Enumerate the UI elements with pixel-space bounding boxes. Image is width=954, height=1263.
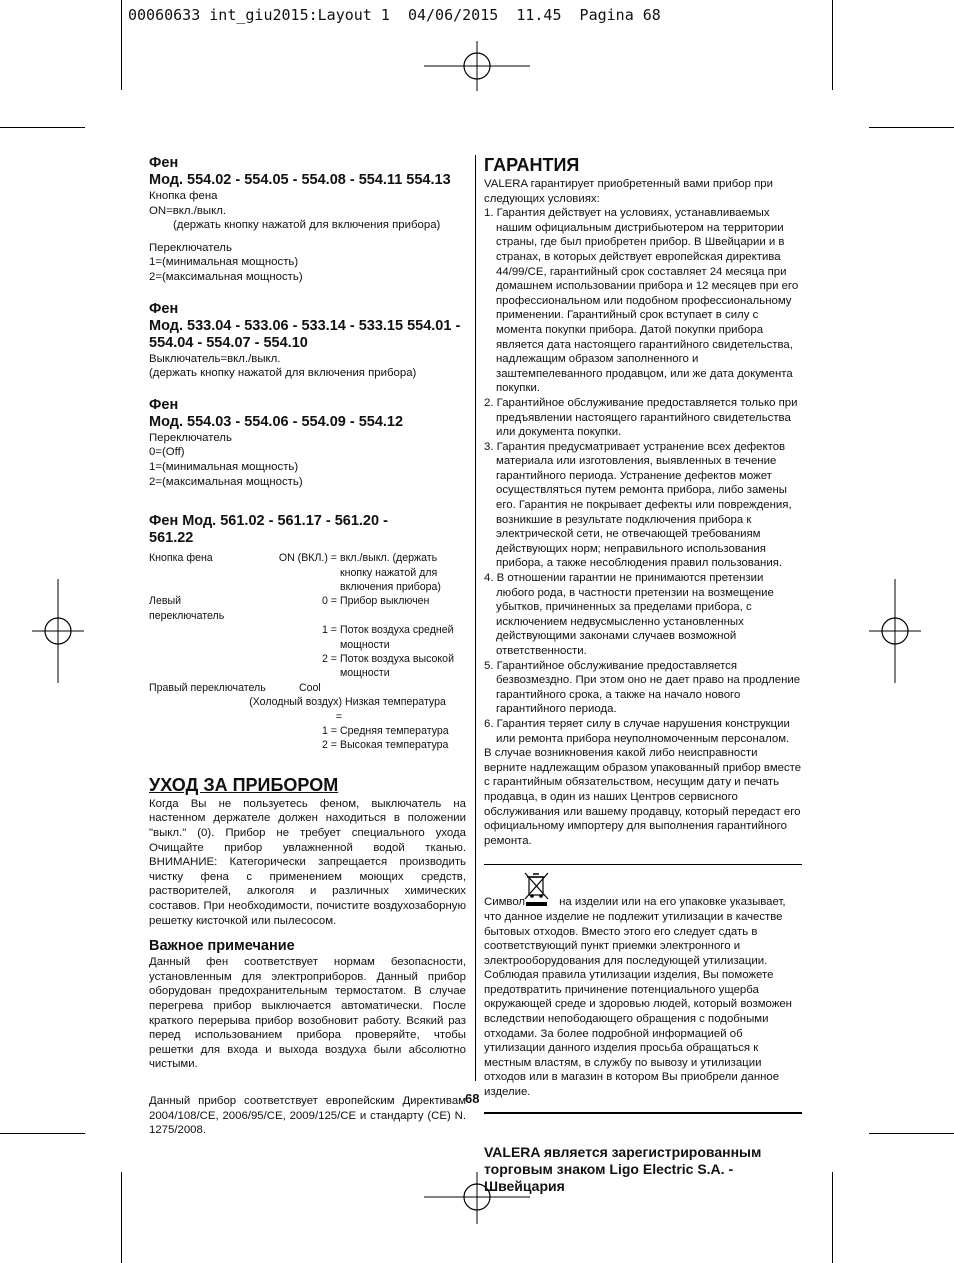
- registration-mark-icon: [424, 41, 530, 91]
- spec-row: [149, 681, 466, 695]
- text-line: 1=(минимальная мощность): [149, 460, 299, 473]
- spec-key: Правый переключатель: [149, 681, 266, 694]
- spec-row: [149, 551, 466, 594]
- model-numbers: Мод. 533.04 - 533.06 - 533.14 - 533.15 554.01 - 554.04 - 554.07 - 554.10: [149, 317, 461, 351]
- spec-row: [149, 724, 466, 738]
- spec-mode: 2 =: [321, 652, 337, 665]
- text-line: Переключатель: [149, 431, 232, 444]
- warranty-intro: VALERA гарантирует приобретенный вами прибор при следующих условиях:: [484, 178, 773, 205]
- registration-mark-icon: [869, 579, 921, 683]
- list-item: 3. Гарантия предусматривает устранение всех дефектов материала или изготовления, выявленных в течение гарантийного периода. Устранение дефектов может осуществляться путем ремонта прибора, либо замены его. Гарантия не покрывает дефекты или повреждения, возникшие в результате подключения прибора к электрической сети, не отвечающей требованиям действующих норм; неправильного использования прибора, а также несоблюдения правил пользования.: [484, 440, 792, 570]
- list-item: 4. В отношении гарантии не принимаются претензии любого рода, в частности претензии на возмещение убытков, причиненных за пределами прибора, с исключением недвусмысленно установленных действующими законами случаев возможной ответственности.: [484, 572, 774, 657]
- note-heading: Важное примечание: [149, 938, 295, 955]
- weee-paragraph: [484, 895, 802, 1099]
- section-title: Фен: [149, 155, 179, 171]
- page-number: 68: [465, 1091, 480, 1106]
- list-item: 1. Гарантия действует на условиях, устанавливаемых нашим официальным дистрибьютером на территории страны, где был приобретен прибор. В Швейцарии и в странах, в которых действует европейская директива 44/99/CE, гарантийный срок составляет 24 месяца при домашнем использовании прибора и 12 месяцев при его профессиональном или подобном профессиональному применении. Гарантийный срок вступает в силу с момента покупки прибора. Датой покупки прибора является дата настоящего гарантийного свидетельства, надлежащим образом заполненного и заштемпелеванного продавцом, или же дата документа покупки.: [484, 207, 799, 395]
- spec-row: [149, 594, 466, 623]
- text-line: Переключатель: [149, 241, 232, 254]
- spec-value: Поток воздуха высокой мощности: [340, 652, 454, 680]
- crop-mark: [0, 1133, 85, 1134]
- spec-mode: ON (ВКЛ.) =: [278, 552, 337, 565]
- text-line: (держать кнопку нажатой для включения прибора): [173, 219, 441, 232]
- text-line: 2=(максимальная мощность): [149, 475, 303, 488]
- weee-prefix: Символ: [484, 896, 526, 909]
- care-heading: УХОД ЗА ПРИБОРОМ: [149, 774, 339, 795]
- spec-row: [149, 738, 466, 752]
- warranty-outro: В случае возникновения какой либо неисправности верните надлежащим образом упакованный прибор вместе с гарантийным обязательством, несущим дату и печать продавца, в один из наших Центров сервисного обслуживания или вашему продавцу, который передаст его официальному импортеру для выполнения гарантийного ремонта.: [484, 747, 802, 847]
- text-line: 1=(минимальная мощность): [149, 256, 299, 269]
- spec-mode: 2 =: [321, 739, 337, 752]
- column-divider: [475, 155, 476, 1081]
- spec-key: Левый переключатель: [149, 595, 225, 622]
- note-paragraph: Данный фен соответствует нормам безопасности, установленным для электроприборов. Данный прибор оборудован предохранительным термостатом. В случае перегрева прибор выключается автоматически. После краткого перерыва прибор возобновит работу. Всякий раз перед использованием прибора проверяйте, чтобы решетки для входа и выхода воздуха были абсолютно чистыми.: [149, 956, 466, 1071]
- crop-mark: [121, 0, 122, 90]
- spec-value: Средняя температура: [340, 725, 449, 737]
- spec-value: Высокая температура: [340, 739, 449, 752]
- crop-mark: [0, 127, 85, 128]
- model-numbers: Мод. 554.03 - 554.06 - 554.09 - 554.12: [149, 413, 404, 430]
- spec-value: вкл./выкл. (держать кнопку нажатой для включения прибора): [340, 552, 441, 593]
- print-slug-header: 00060633 int_giu2015:Layout 1 04/06/2015 11.45 Pagina 68: [128, 6, 661, 24]
- spec-value: Низкая температура: [345, 696, 446, 709]
- spec-row: [149, 652, 466, 681]
- trademark-notice: [484, 1144, 802, 1195]
- crop-mark: [832, 0, 833, 90]
- warranty-list: [484, 206, 802, 746]
- text-line: (держать кнопку нажатой для включения прибора): [149, 367, 417, 380]
- model-numbers: Фен Мод. 561.02 - 561.17 - 561.20 - 561.22: [149, 513, 388, 547]
- text-line: Кнопка фена: [149, 190, 218, 202]
- spec-mode: 0 =: [321, 595, 337, 608]
- weee-text: на изделии или на его упаковке указывает, что данное изделие не подлежит утилизации в качестве бытовых отходов. Вместо этого его следует сдать в соответствующий пункт приемки электронного и электрооборудования для последующей утилизации. Соблюдая правила утилизации изделия, Вы поможете предотвратить причинение потенциального ущерба окружающей среде и здоровью людей, который возможен вследствии непободающего обращения с подобными отходами. За более подробной информацией об утилизации данного изделия просьба обращаться к местным властям, в службу по вывозу и утилизации отходов или в магазин в котором Вы приобрели данное изделие.: [484, 896, 792, 1099]
- left-column: [149, 155, 466, 1138]
- list-item: 5. Гарантийное обслуживание предоставляется безвозмездно. При этом оно не дает право на продление гарантийного срока, а также на начало нового гарантийного периода.: [484, 659, 801, 716]
- warranty-heading: ГАРАНТИЯ: [484, 155, 580, 175]
- registration-mark-icon: [32, 579, 84, 683]
- crop-mark: [869, 1133, 954, 1134]
- list-item: 6. Гарантия теряет силу в случае нарушения конструкции или ремонта прибора неуполномоченным персоналом.: [484, 717, 790, 745]
- spec-key: Кнопка фена: [149, 552, 213, 565]
- right-column: [484, 155, 802, 1195]
- crop-mark: [121, 1172, 122, 1263]
- spec-row: [149, 623, 466, 652]
- spec-mode: 1 =: [321, 725, 337, 737]
- spec-mode: Cool: [299, 681, 321, 694]
- directive-paragraph: Данный прибор соответствует европейским Директивам 2004/108/CE, 2006/95/CE, 2009/125/CE и стандарту (CE) N. 1275/2008.: [149, 1094, 466, 1137]
- care-paragraph: Когда Вы не пользуетесь феном, выключатель на настенном держателе должен находиться в положении "выкл." (0). Прибор не требует специального ухода Очищайте прибор увлажненной водой тканью. ВНИМАНИЕ: Категорически запрещается производить чистку фена с применением моющих средств, растворителей, алкоголя и различных химических составов. При необходимости, почистите воздухозаборную решетку кисточкой или пылесосом.: [149, 797, 466, 927]
- spec-mode: 1 =: [321, 624, 337, 637]
- spec-value: Прибор выключен: [340, 595, 430, 608]
- text-line: 0=(Off): [149, 446, 185, 459]
- text-line: 2=(максимальная мощность): [149, 270, 303, 283]
- section-title: Фен: [149, 300, 179, 317]
- text-line: Выключатель=вкл./выкл.: [149, 352, 281, 365]
- spec-table: [149, 551, 466, 753]
- trademark-brand: VALERA: [484, 1143, 540, 1160]
- model-numbers: Мод. 554.02 - 554.05 - 554.08 - 554.11 554.13: [149, 172, 451, 188]
- list-item: 2. Гарантийное обслуживание предоставляется только при предъявлении настоящего гарантийного свидетельства или документа покупки.: [484, 396, 798, 439]
- crop-mark: [832, 1172, 833, 1263]
- spec-mode: (Холодный воздух) =: [249, 696, 342, 723]
- section-title: Фен: [149, 396, 179, 413]
- spec-value: Поток воздуха средней мощности: [340, 624, 454, 651]
- trademark-text: является зарегистрированным торговым знаком Ligo Electric S.A. - Швейцария: [484, 1143, 762, 1194]
- crop-mark: [869, 127, 954, 128]
- spec-row: [149, 695, 466, 724]
- text-line: ON=вкл./выкл.: [149, 204, 227, 217]
